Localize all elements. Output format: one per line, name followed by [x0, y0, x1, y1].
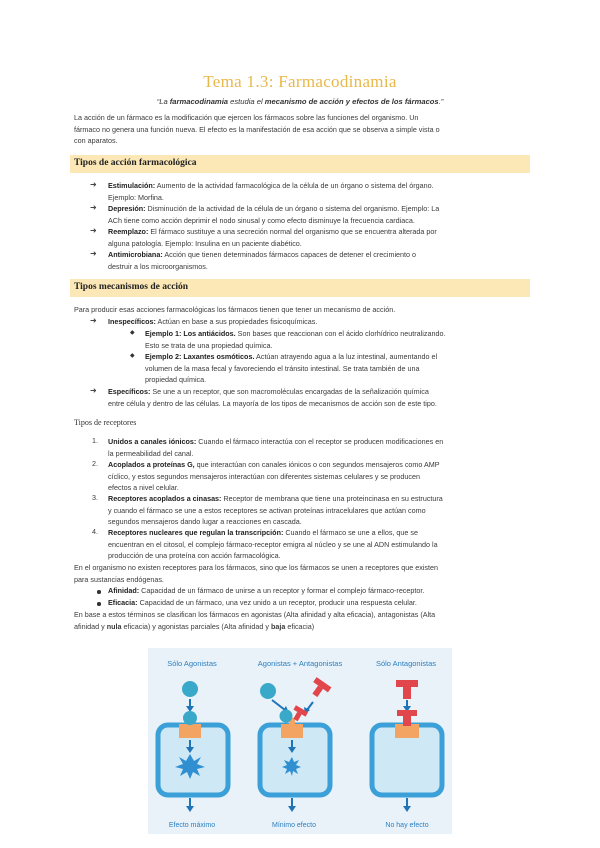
page-title: Tema 1.3: Farmacodinamia [203, 72, 397, 91]
section-heading: Tipos mecanismos de acción [74, 282, 189, 292]
panel-label: Sólo Antagonistas [375, 659, 437, 668]
list-item: Eficacia: Capacidad de un fármaco, una vez unido a un receptor, producir una respuesta celular. [108, 598, 417, 607]
diamond-bullet-icon: ◆ [130, 353, 135, 359]
arrow-bullet-icon: ➜ [90, 386, 97, 395]
list-item: Depresión: Disminución de la actividad de la célula de un órgano o sistema del organismo. Ejemplo: La ACh tiene como acción deprimir el nodo sinusal y como efecto disminuye la frecuencia cardiaca. [108, 204, 440, 225]
definition-quote: “La farmacodinamia estudia el mecanismo de acción y efectos de los fármacos.” [156, 97, 444, 106]
panel-label: Agonistas + Antagonistas [257, 659, 343, 668]
list-number: 3. [92, 493, 98, 502]
list-item: Acoplados a proteínas G, que interactúan con canales iónicos o con segundos mensajeros como AMP cíclico, y estos segundos mensajeros interactúan con diferentes sistemas celulares y se producen efectos a nivel celular. [108, 460, 440, 493]
diamond-bullet-icon: ◆ [130, 330, 135, 336]
agonist-icon [183, 711, 197, 725]
arrow-bullet-icon: ➜ [90, 226, 97, 235]
list-item: Receptores nucleares que regulan la transcripción: Cuando el fármaco se une a ellos, que se encuentran en el citosol, el complejo fármaco-receptor emigra al núcleo y se une al ADN estimulando la producción de una proteína con acción farmacológica. [108, 528, 438, 561]
list-item: Específicos: Se une a un receptor, que son macromoléculas encargadas de la señalización química entre célula y dentro de las células. La mayoría de los tipos de mecanismos de acción son de este tipo. [108, 387, 437, 408]
list-item: Reemplazo: El fármaco sustituye a una secreción normal del organismo que se encuentra alterada por alguna patología. Ejemplo: Insulina en un paciente diabético. [108, 227, 437, 248]
round-bullet-icon [97, 590, 101, 594]
section-heading-band [70, 279, 530, 297]
arrow-bullet-icon: ➜ [90, 249, 97, 258]
agonist-icon [280, 710, 293, 723]
receptors-heading: Tipos de receptores [74, 418, 137, 427]
round-bullet-icon [97, 602, 101, 606]
section-heading: Tipos de acción farmacológica [74, 158, 197, 168]
agonist-icon [182, 681, 198, 697]
list-item: Estimulación: Aumento de la actividad farmacológica de la célula de un órgano o sistema del órgano. Ejemplo: Morfina. [108, 181, 434, 202]
receptor-figure [148, 648, 452, 834]
panel-label: Sólo Agonistas [167, 659, 217, 668]
intro-paragraph: La acción de un fármaco es la modificación que ejercen los fármacos sobre las funciones del organismo. Un fármaco no genera una función nueva. El efecto es la manifestación de esa acción que se observa a simple vista o con aparatos. [74, 113, 440, 146]
list-item: Inespecíficos: Actúan en base a sus propiedades fisicoquímicas. [108, 317, 318, 326]
mechanism-intro: Para producir esas acciones farmacológicas los fármacos tienen que tener un mecanismo de acción. [74, 305, 396, 314]
list-item: Receptores acoplados a cinasas: Receptor de membrana que tiene una proteincinasa en su estructura y cuando el fármaco se une a estos receptores se activan proteínas intracelulares que actúan como segundos mensajeros dando lugar a reacciones en cascada. [108, 494, 443, 527]
arrow-bullet-icon: ➜ [90, 316, 97, 325]
list-item: Afinidad: Capacidad de un fármaco de unirse a un receptor y formar el complejo fármaco-receptor. [108, 586, 425, 595]
effect-label: No hay efecto [385, 822, 429, 829]
classification-paragraph: En base a estos términos se clasifican los fármacos en agonistas (Alta afinidad y alta eficacia), antagonistas (Alta afinidad y nula eficacia) y agonistas parciales (Alta afinidad y baja eficacia) [74, 610, 436, 631]
receptors-note: En el organismo no existen receptores para los fármacos, sino que los fármacos se unen a receptores que existen para sustancias endógenas. [74, 563, 438, 584]
arrow-bullet-icon: ➜ [90, 203, 97, 212]
list-number: 2. [92, 459, 98, 468]
effect-label: Mínimo efecto [272, 822, 316, 829]
list-item: Ejemplo 1: Los antiácidos. Son bases que reaccionan con el ácido clorhídrico neutralizando. Esto se trata de una propiedad química. [145, 329, 446, 350]
list-number: 1. [92, 436, 98, 445]
arrow-bullet-icon: ➜ [90, 180, 97, 189]
list-item: Ejemplo 2: Laxantes osmóticos. Actúan atrayendo agua a la luz intestinal, aumentando el volumen de la masa fecal y favoreciendo el tránsito intestinal. Se trata también de una propiedad química. [145, 352, 438, 385]
agonist-icon [260, 683, 276, 699]
list-number: 4. [92, 527, 98, 536]
list-item: Unidos a canales iónicos: Cuando el fármaco interactúa con el receptor se producen modificaciones en la permeabilidad del canal. [108, 437, 444, 458]
list-item: Antimicrobiana: Acción que tienen determinados fármacos capaces de detener el crecimiento o destruir a los microorganismos. [108, 250, 417, 271]
effect-label: Efecto máximo [168, 822, 216, 829]
section-heading-band [70, 155, 530, 173]
